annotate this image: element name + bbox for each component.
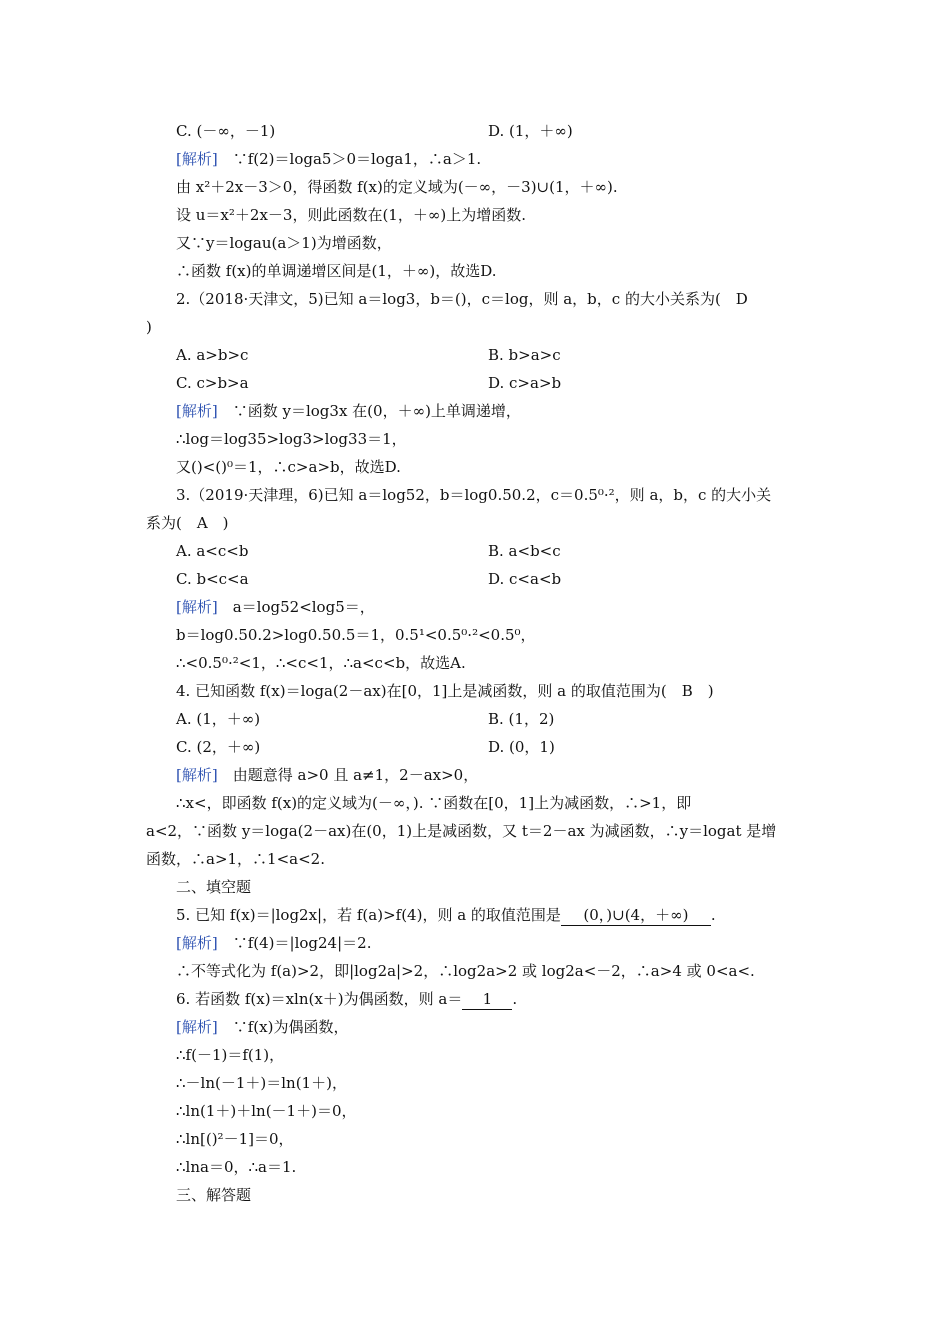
text-line: 又∵y＝logau(a＞1)为增函数， xyxy=(176,234,392,252)
option-a: A. (1，＋∞) xyxy=(176,710,261,728)
analysis-tag: [解析] xyxy=(176,402,218,420)
question-4: 4. 已知函数 f(x)＝loga(2－ax)在[0，1]上是减函数，则 a 的取值范围为( B ) xyxy=(176,682,714,700)
text-line: ∴不等式化为 f(a)>2，即|log2a|>2，∴log2a>2 或 log2a<－2，∴a>4 或 0<a<. xyxy=(176,962,755,980)
option-a: A. a>b>c xyxy=(176,346,249,364)
option-d: D. c<a<b xyxy=(488,570,562,588)
option-c: C. (2，＋∞) xyxy=(176,738,261,756)
text-line: 函数，∴a>1，∴1<a<2. xyxy=(146,850,325,868)
option-c: C. b<c<a xyxy=(176,570,249,588)
question-3: 3.（2019·天津理，6)已知 a＝log52，b＝log0.50.2，c＝0.5⁰·²，则 a，b，c 的大小关 xyxy=(176,486,772,504)
option-d: D. (0，1) xyxy=(488,738,555,756)
analysis-tag: [解析] xyxy=(176,598,218,616)
text-line: 由 x²＋2x－3＞0，得函数 f(x)的定义域为(－∞，－3)∪(1，＋∞). xyxy=(176,178,618,196)
question-6: 6. 若函数 f(x)＝xln(x＋)为偶函数，则 a＝ 1 . xyxy=(176,990,518,1008)
analysis-tag: [解析] xyxy=(176,934,218,952)
analysis-line: [解析] ∵f(2)＝loga5＞0＝loga1，∴a＞1. xyxy=(176,150,482,168)
analysis-line: [解析] ∵函数 y＝log3x 在(0，＋∞)上单调递增， xyxy=(176,402,521,420)
text-line: ∴lna＝0，∴a＝1. xyxy=(176,1158,297,1176)
text-line: b＝log0.50.2>log0.50.5＝1，0.5¹<0.5⁰·²<0.5⁰， xyxy=(176,626,536,644)
analysis-tag: [解析] xyxy=(176,150,218,168)
analysis-line: [解析] 由题意得 a>0 且 a≠1，2－ax>0， xyxy=(176,766,479,784)
text-line: ∴f(－1)＝f(1)， xyxy=(176,1046,285,1064)
option-d: D. c>a>b xyxy=(488,374,562,392)
option-b: B. (1，2) xyxy=(488,710,555,728)
text-line: 系为( A ) xyxy=(146,514,229,532)
text-line: ∴－ln(－1＋)＝ln(1＋)， xyxy=(176,1074,347,1092)
option-c: C. c>b>a xyxy=(176,374,249,392)
answer-blank: (0，)∪(4，＋∞) xyxy=(561,905,711,926)
analysis-tag: [解析] xyxy=(176,766,218,784)
section-heading-solve: 三、解答题 xyxy=(176,1186,252,1204)
text-line: ∴x<，即函数 f(x)的定义域为(－∞，). ∵函数在[0，1]上为减函数，∴>1，即 xyxy=(176,794,692,812)
text-line: ) xyxy=(146,318,152,336)
analysis-line: [解析] ∵f(4)＝|log24|＝2. xyxy=(176,934,372,952)
text-line: ∴函数 f(x)的单调递增区间是(1，＋∞)，故选D. xyxy=(176,262,497,280)
option-c: C. (－∞，－1) xyxy=(176,122,276,140)
analysis-tag: [解析] xyxy=(176,1018,218,1036)
text-line: ∴ln(1＋)＋ln(－1＋)＝0， xyxy=(176,1102,357,1120)
text-line: ∴log＝log35>log3>log33＝1， xyxy=(176,430,407,448)
option-d: D. (1，＋∞) xyxy=(488,122,573,140)
analysis-line: [解析] ∵f(x)为偶函数， xyxy=(176,1018,349,1036)
text-line: ∴<0.5⁰·²<1，∴<c<1，∴a<c<b，故选A. xyxy=(176,654,466,672)
option-b: B. a<b<c xyxy=(488,542,561,560)
option-b: B. b>a>c xyxy=(488,346,561,364)
answer-blank: 1 xyxy=(462,989,512,1010)
question-2: 2.（2018·天津文，5)已知 a＝log3，b＝()，c＝log，则 a，b，c 的大小关系为( D xyxy=(176,290,748,308)
text-line: 又()<()⁰＝1，∴c>a>b，故选D. xyxy=(176,458,401,476)
question-5: 5. 已知 f(x)＝|log2x|，若 f(a)>f(4)，则 a 的取值范围是 (0，)∪(4，＋∞) . xyxy=(176,906,716,924)
section-heading-fill-in: 二、填空题 xyxy=(176,878,252,896)
text-line: 设 u＝x²＋2x－3，则此函数在(1，＋∞)上为增函数. xyxy=(176,206,526,224)
text-line: ∴ln[()²－1]＝0， xyxy=(176,1130,294,1148)
analysis-line: [解析] a＝log52<log5＝， xyxy=(176,598,375,616)
option-a: A. a<c<b xyxy=(176,542,249,560)
text-line: a<2，∵函数 y＝loga(2－ax)在(0，1)上是减函数，又 t＝2－ax 为减函数，∴y＝logat 是增 xyxy=(146,822,777,840)
